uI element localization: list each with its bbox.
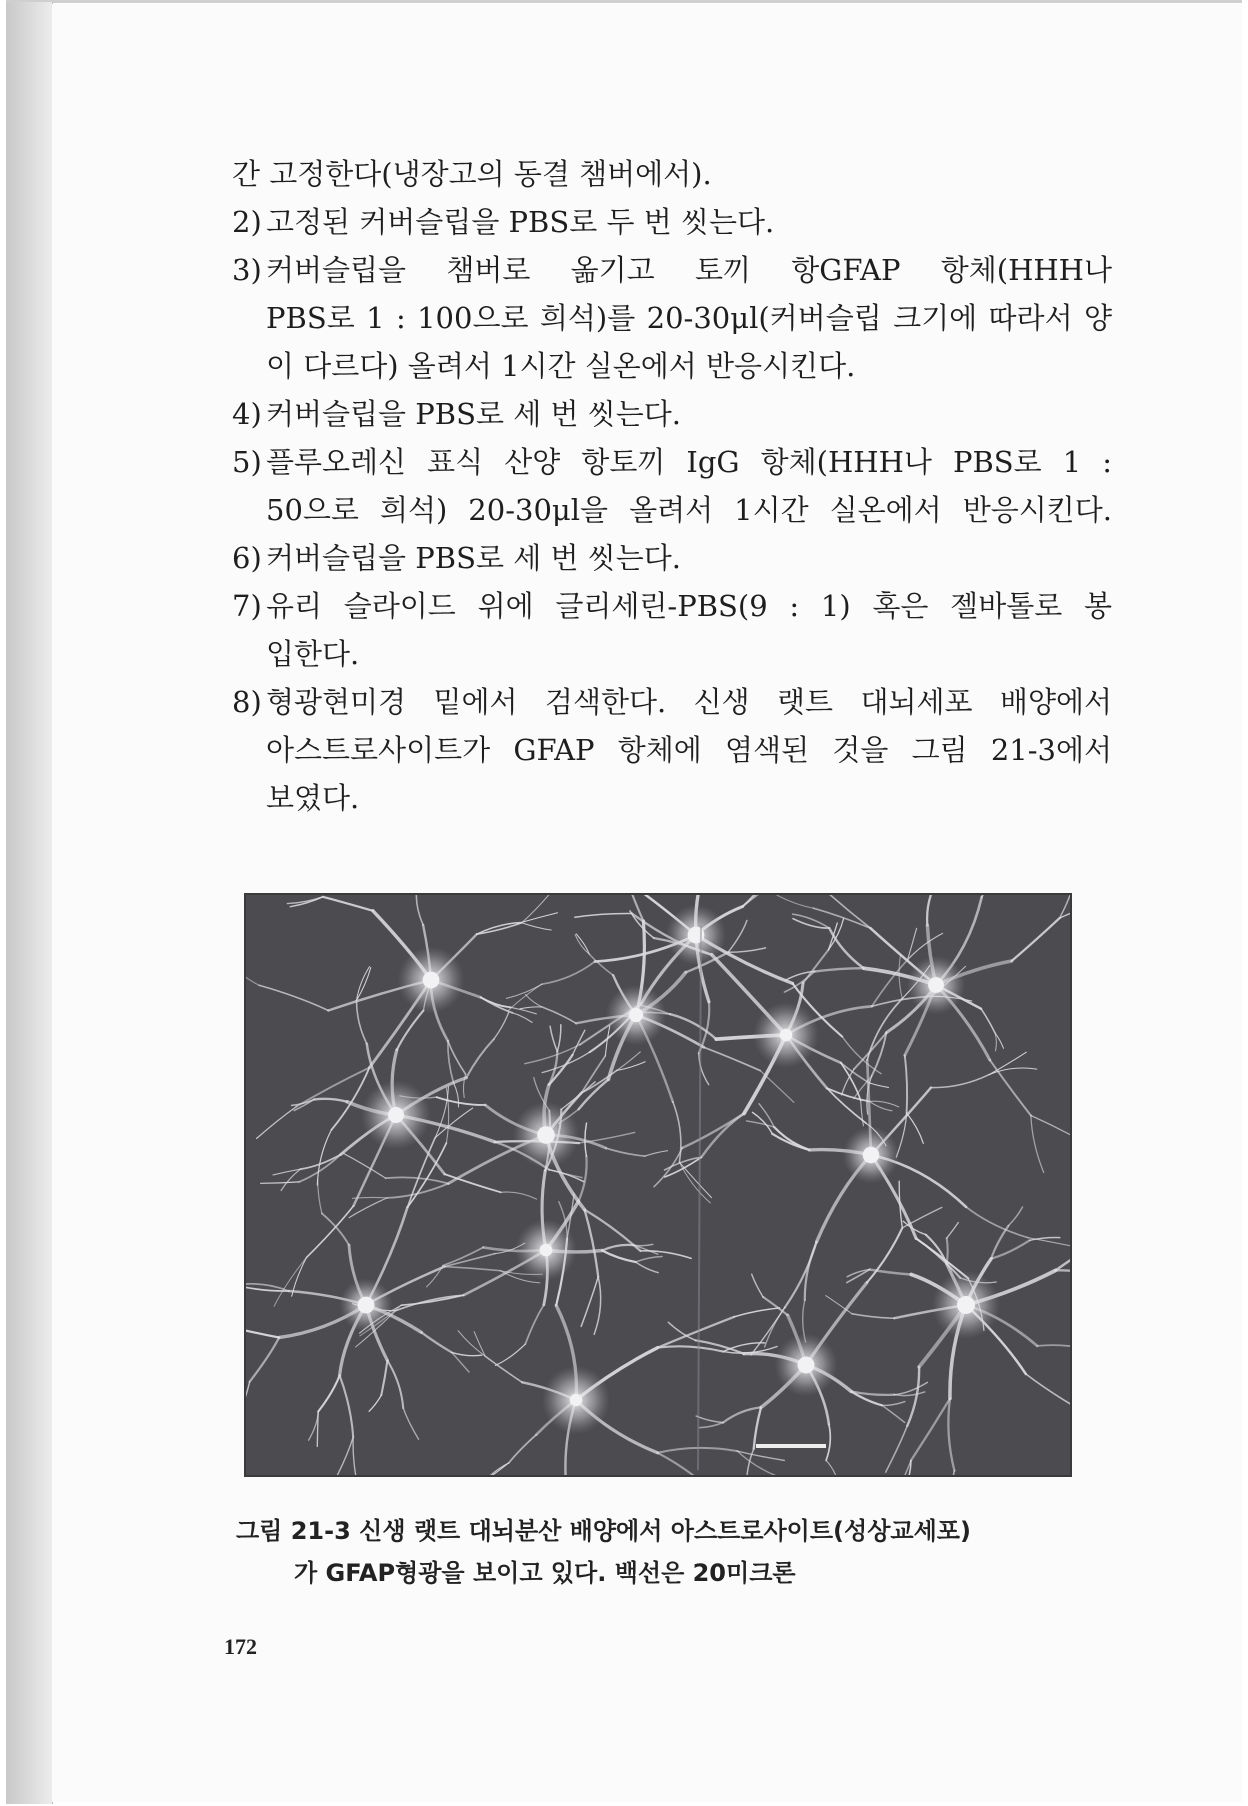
step-5-continuation: 50으로 희석) 20-30μl을 올려서 1시간 실온에서 반응시킨다.: [266, 493, 1112, 527]
step-number: 2): [232, 205, 262, 239]
step-4: [232, 390, 1112, 438]
astrocyte-cell-body: [798, 1357, 815, 1374]
step-text: 고정된 커버슬립을 PBS로 두 번 씻는다.: [266, 205, 775, 239]
micrograph-image: [246, 895, 1070, 1475]
book-spine-edge: [6, 2, 53, 1804]
step-3-continuation: PBS로 1 : 100으로 희석)를 20-30μl(커버슬립 크기에 따라서 양: [266, 301, 1112, 335]
step-number: 7): [232, 589, 262, 623]
astrocyte-cell-body: [423, 972, 440, 989]
astrocyte-cell-body: [388, 1107, 404, 1123]
step-text: 커버슬립을 PBS로 세 번 씻는다.: [266, 397, 681, 431]
book-top-edge: [6, 0, 1242, 3]
step-3: [232, 246, 1112, 294]
step-2: [232, 198, 1112, 246]
step-number: 5): [232, 445, 262, 479]
protocol-text: [232, 150, 1112, 822]
caption-line-1: 그림 21-3 신생 랫트 대뇌분산 배양에서 아스트로사이트(성상교세포): [236, 1517, 971, 1545]
step-7: [232, 582, 1112, 630]
step-5: [232, 438, 1112, 486]
step-7-continuation: 입한다.: [266, 637, 360, 671]
step-3-continuation: 이 다르다) 올려서 1시간 실온에서 반응시킨다.: [266, 349, 856, 383]
step-number: 6): [232, 541, 262, 575]
astrocyte-cell-body: [629, 1008, 643, 1022]
step-text: 커버슬립을 챔버로 옮기고 토끼 항GFAP 항체(HHH나: [266, 253, 1112, 287]
step-text: 형광현미경 밑에서 검색한다. 신생 랫트 대뇌세포 배양에서: [266, 685, 1112, 719]
step-8-continuation: 아스트로사이트가 GFAP 항체에 염색된 것을 그림 21-3에서: [266, 733, 1112, 767]
astrocyte-cell-body: [957, 1296, 975, 1314]
astrocyte-cell-body: [780, 1029, 793, 1042]
astrocyte-cell-body: [928, 977, 944, 993]
astrocyte-cell-body: [540, 1244, 553, 1257]
step-number: 4): [232, 397, 262, 431]
caption-line-2: 가 GFAP형광을 보이고 있다. 백선은 20미크론: [294, 1559, 796, 1587]
astrocyte-micrograph: [244, 893, 1072, 1477]
step-8-continuation: 보였다.: [266, 781, 360, 815]
text-line-1: 간 고정한다(냉장고의 동결 챔버에서).: [232, 157, 712, 191]
step-text: 플루오레신 표식 산양 항토끼 IgG 항체(HHH나 PBS로 1 :: [266, 445, 1112, 479]
page-number: 172: [224, 1634, 257, 1659]
figure-caption: [236, 1510, 1096, 1594]
step-text: 커버슬립을 PBS로 세 번 씻는다.: [266, 541, 681, 575]
astrocyte-cell-body: [570, 1394, 582, 1406]
step-text: 유리 슬라이드 위에 글리세린-PBS(9 : 1) 혹은 젤바톨로 봉: [266, 589, 1112, 623]
astrocyte-cell-body: [863, 1147, 880, 1164]
astrocyte-process: [947, 1238, 948, 1264]
astrocyte-cell-body: [537, 1126, 555, 1144]
step-6: [232, 534, 1112, 582]
astrocyte-cell-body: [358, 1297, 375, 1314]
step-number: 8): [232, 685, 262, 719]
step-number: 3): [232, 253, 262, 287]
step-8: [232, 678, 1112, 726]
